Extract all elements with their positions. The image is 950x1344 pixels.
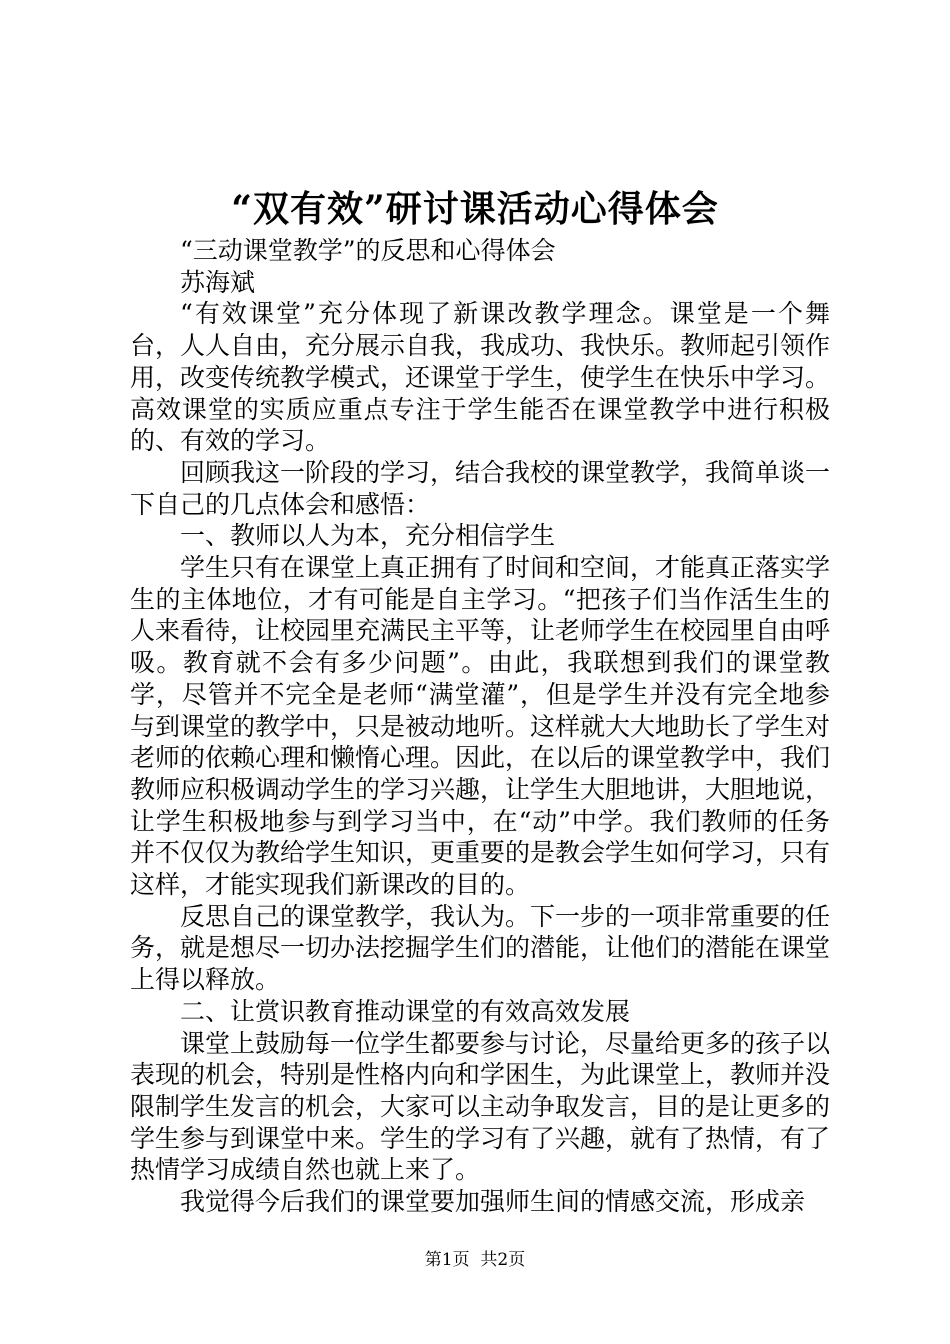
body-paragraph: 课堂上鼓励每一位学生都要参与讨论，尽量给更多的孩子以表现的机会，特别是性格内向和学困生，为此课堂上，教师并没限制学生发言的机会，大家可以主动争取发言，目的是让更多的学生参与到课堂中来。学生的学习有了兴趣，就有了热情，有了热情学习成绩自然也就上来了。 [130,1028,831,1185]
document-title: “双有效”研讨课活动心得体会 [231,188,719,230]
body-paragraph: 回顾我这一阶段的学习，结合我校的课堂教学，我简单谈一下自己的几点体会和感悟： [130,457,831,519]
page-footer [0,1248,950,1272]
section-heading: 二、让赏识教育推动课堂的有效高效发展 [180,996,631,1026]
body-paragraph: “有效课堂”充分体现了新课改教学理念。课堂是一个舞台，人人自由，充分展示自我，我成功、我快乐。教师起引领作用，改变传统教学模式，还课堂于学生，使学生在快乐中学习。高效课堂的实质应重点专注于学生能否在课堂教学中进行积极的、有效的学习。 [130,299,831,456]
body-paragraph: 我觉得今后我们的课堂要加强师生间的情感交流，形成亲 [180,1187,806,1217]
body-paragraph: 反思自己的课堂教学，我认为。下一步的一项非常重要的任务，就是想尽一切办法挖掘学生们的潜能，让他们的潜能在课堂上得以释放。 [130,901,831,995]
author-paragraph: 苏海斌 [180,267,256,297]
section-heading: 一、教师以人为本，充分相信学生 [180,521,556,551]
document-body [130,235,830,1218]
subtitle-paragraph: “三动课堂教学”的反思和心得体会 [180,236,556,265]
body-paragraph: 学生只有在课堂上真正拥有了时间和空间，才能真正落实学生的主体地位，才有可能是自主学习。“把孩子们当作活生生的人来看待，让校园里充满民主平等，让老师学生在校园里自由呼吸。教育就不会有多少问题”。由此，我联想到我们的课堂教学，尽管并不完全是老师“满堂灌”，但是学生并没有完全地参与到课堂的教学中，只是被动地听。这样就大大地助长了学生对老师的依赖心理和懒惰心理。因此，在以后的课堂教学中，我们教师应积极调动学生的学习兴趣，让学生大胆地讲，大胆地说，让学生积极地参与到学习当中，在“动”中学。我们教师的任务并不仅仅为教给学生知识，更重要的是教会学生如何学习，只有这样，才能实现我们新课改的目的。 [130,553,831,900]
page-number: 第1页 共2页 [424,1250,526,1270]
